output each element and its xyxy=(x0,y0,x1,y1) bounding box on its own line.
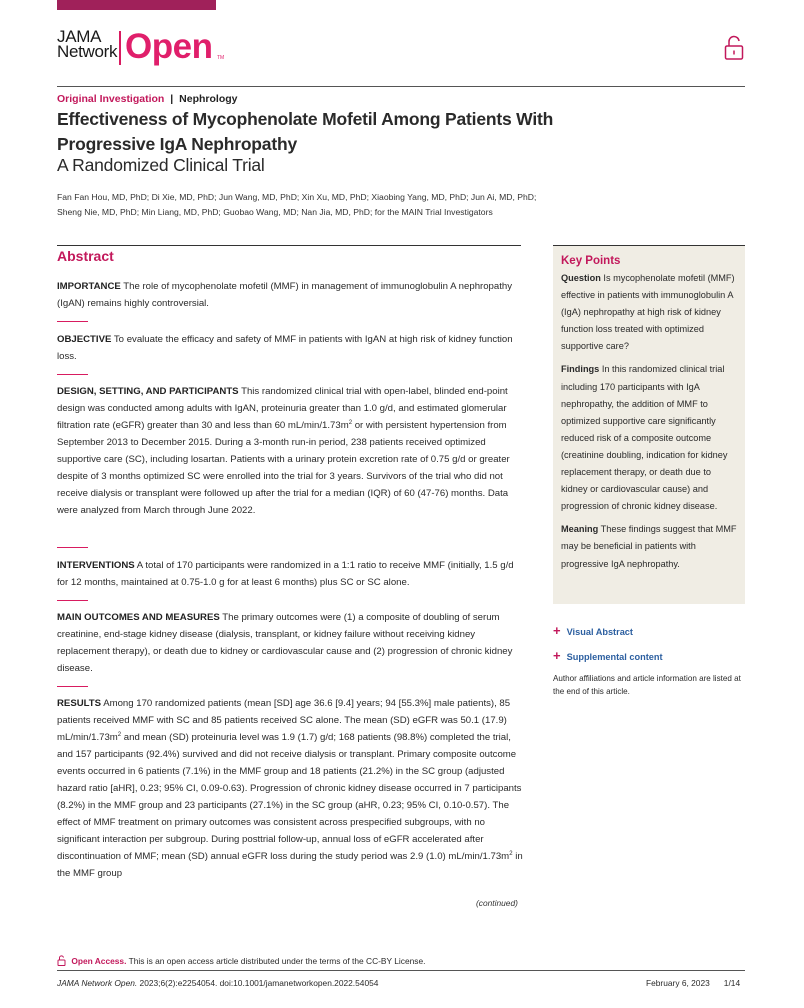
abstract-design xyxy=(57,383,523,519)
article-type[interactable]: Original Investigation xyxy=(57,93,165,105)
footer-date: February 6, 2023 xyxy=(646,978,710,988)
footer-doi[interactable]: 2023;6(2):e2254054. doi:10.1001/jamanetworkopen.2022.54054 xyxy=(139,978,379,988)
results-text-b: and mean (SD) proteinuria level was 1.9 (1.7) g/d; 168 patients (98.8%) completed the trial, and 157 participants (92.4%) survived and did not receive dialysis or transplant. Primary composite outcome events occurred in 6 patients (7.1%) in the MMF group and 18 patients (21.2%) in the SC group (adjusted hazard ratio [aHR], 0.23; 95% CI, 0.09-0.63). Progression of chronic kidney disease occurred in 7 participants (8.2%) in the MMF group and 23 participants (27.1%) in the SC group (aHR, 0.23; 95% CI, 0.10-0.57). The effect of MMF treatment on primary outcomes was consistent across prespecified subgroups, with no significant interaction per subgroup. During posttrial follow-up, annual loss of eGFR accelerated after discontinuation of MMF; mean (SD) annual eGFR loss during the study period was 2.9 (1.0) mL/min/1.73m xyxy=(57,732,522,862)
results-text-a: Among 170 randomized patients (mean [SD] age 36.6 [9.4] years; 94 [55.3%] male patients), 85 patients received MMF with SC and 85 patients received SC alone. The mean (SD) eGFR was 50.1 (17.9) mL/min/1.73m xyxy=(57,698,511,743)
logo-open-text: Open xyxy=(125,27,213,66)
footer-journal: JAMA Network Open. xyxy=(57,978,138,988)
abstract-outcomes xyxy=(57,609,523,677)
question-label: Question xyxy=(561,273,601,283)
abstract-heading: Abstract xyxy=(57,248,114,264)
logo-jama-text: JAMA xyxy=(57,27,102,46)
affiliation-note: Author affiliations and article information are listed at the end of this article. xyxy=(553,674,741,696)
article-subject[interactable]: Nephrology xyxy=(179,93,238,105)
authors-line: Fan Fan Hou, MD, PhD; Di Xie, MD, PhD; Jun Wang, MD, PhD; Xin Xu, MD, PhD; Xiaobing Yang, MD, PhD; Jun Ai, MD, PhD; xyxy=(57,192,537,202)
open-access-label[interactable]: Open Access. xyxy=(71,956,127,966)
findings-label: Findings xyxy=(561,364,600,375)
open-access-lock-icon xyxy=(57,955,66,966)
footer-meta xyxy=(646,978,740,988)
meaning-text: These findings suggest that MMF may be beneficial in patients with progressive IgA nephropathy. xyxy=(561,524,737,569)
logo-network-text: Network xyxy=(57,42,118,61)
interventions-text: A total of 170 participants were randomized in a 1:1 ratio to receive MMF (initially, 1.5 g/d for 12 months, maintained at 0.75-1.0 g for at least 6 months) plus SC or SC alone. xyxy=(57,560,514,588)
abstract-rule xyxy=(57,245,521,246)
continued-note: (continued) xyxy=(476,898,518,908)
key-points-heading: Key Points xyxy=(561,255,621,267)
section-divider xyxy=(57,321,88,322)
key-points-meaning xyxy=(561,521,739,572)
design-sup: 2 xyxy=(348,419,353,426)
header-divider xyxy=(57,86,745,87)
key-points-findings xyxy=(561,361,739,515)
lock-icon[interactable] xyxy=(723,35,745,61)
abstract-interventions xyxy=(57,557,523,591)
authors-line: Sheng Nie, MD, PhD; Min Liang, MD, PhD; Guobao Wang, MD; Nan Jia, MD, PhD; for the MAIN Trial Investigators xyxy=(57,206,493,217)
article-type-line xyxy=(57,93,238,105)
question-text: Is mycophenolate mofetil (MMF) effective in patients with immunoglobulin A (IgA) nephropathy at high risk of kidney function loss treated with optimized supportive care? xyxy=(561,273,735,352)
footer-divider xyxy=(57,970,745,971)
open-access-notice xyxy=(57,955,425,966)
importance-text: The role of mycophenolate mofetil (MMF) in management of immunoglobulin A nephropathy (IgAN) remains highly controversial. xyxy=(57,281,513,309)
objective-text: To evaluate the efficacy and safety of MMF in patients with IgAN at high risk of kidney function loss. xyxy=(57,334,513,362)
visual-abstract-label: Visual Abstract xyxy=(566,627,633,637)
design-text-a: This randomized clinical trial with open-label, blinded end-point design was conducted among adults with IgAN, proteinuria greater than 1.0 g/d, and estimated glomerular filtration rate (eGFR) greater than 30 and less than 60 mL/min/1.73m xyxy=(57,386,508,431)
key-points-box xyxy=(553,246,745,604)
jama-network-open-logo[interactable] xyxy=(57,28,237,70)
abstract-results xyxy=(57,695,523,882)
interventions-label: INTERVENTIONS xyxy=(57,560,135,571)
footer-page-number: 1/14 xyxy=(723,978,741,988)
results-sup: 2 xyxy=(117,731,122,738)
section-divider xyxy=(57,547,88,548)
article-type-separator: | xyxy=(170,93,174,105)
findings-text: In this randomized clinical trial including 170 participants with IgA nephropathy, the addition of MMF to optimized supportive care significantly reduced risk of a composite outcome (creatinine doubling, indication for kidney replacement therapy, or death due to kidney or cardiovascular cause) and progression of chronic kidney disease. xyxy=(561,364,728,512)
meaning-label: Meaning xyxy=(561,524,599,535)
top-accent-bar xyxy=(57,0,216,10)
outcomes-text: The primary outcomes were (1) a composite of doubling of serum creatinine, end-stage kidney disease (dialysis, transplant, or kidney failure without receiving kidney replacement therapy), or death due to kidney or cardiovascular cause and (2) progression of chronic kidney disease. xyxy=(57,612,513,674)
abstract-importance xyxy=(57,278,523,312)
results-text-c: in the MMF group xyxy=(57,851,523,879)
key-points-question xyxy=(561,270,739,355)
design-text-b: or with persistent hypertension from September 2013 to December 2015. During a 3-month run-in period, 238 patients received optimized supportive care (SC), including losartan. Patients with a urinary protein excretion rate of 0.75 g/d or greater despite of 3 months optimized SC were enrolled into the trial for 3 years. Survivors of the trial who did not receive dialysis or transplant were followed up after the trial for a median (IQR) of 60 (47-76) months. Data were analyzed from March through June 2022. xyxy=(57,420,510,516)
section-divider xyxy=(57,686,88,687)
article-title: Effectiveness of Mycophenolate Mofetil Among Patients With Progressive IgA Nephropathy xyxy=(57,109,554,154)
visual-abstract-link[interactable] xyxy=(553,623,633,638)
logo-divider xyxy=(119,31,121,65)
author-list xyxy=(57,190,577,219)
importance-label: IMPORTANCE xyxy=(57,281,121,292)
open-access-text: This is an open access article distributed under the terms of the CC-BY License. xyxy=(128,956,426,966)
footer-citation xyxy=(57,978,378,988)
plus-icon: + xyxy=(553,648,561,663)
supplemental-content-label: Supplemental content xyxy=(566,652,663,662)
results-sup: 2 xyxy=(509,850,513,857)
supplemental-content-link[interactable] xyxy=(553,648,663,663)
section-divider xyxy=(57,374,88,375)
design-label: DESIGN, SETTING, AND PARTICIPANTS xyxy=(57,386,239,397)
logo-trademark: TM xyxy=(217,55,225,61)
outcomes-label: MAIN OUTCOMES AND MEASURES xyxy=(57,612,220,623)
article-subtitle: A Randomized Clinical Trial xyxy=(57,155,265,175)
objective-label: OBJECTIVE xyxy=(57,334,112,345)
abstract-objective xyxy=(57,331,523,365)
section-divider xyxy=(57,600,88,601)
plus-icon: + xyxy=(553,623,561,638)
results-label: RESULTS xyxy=(57,698,102,709)
